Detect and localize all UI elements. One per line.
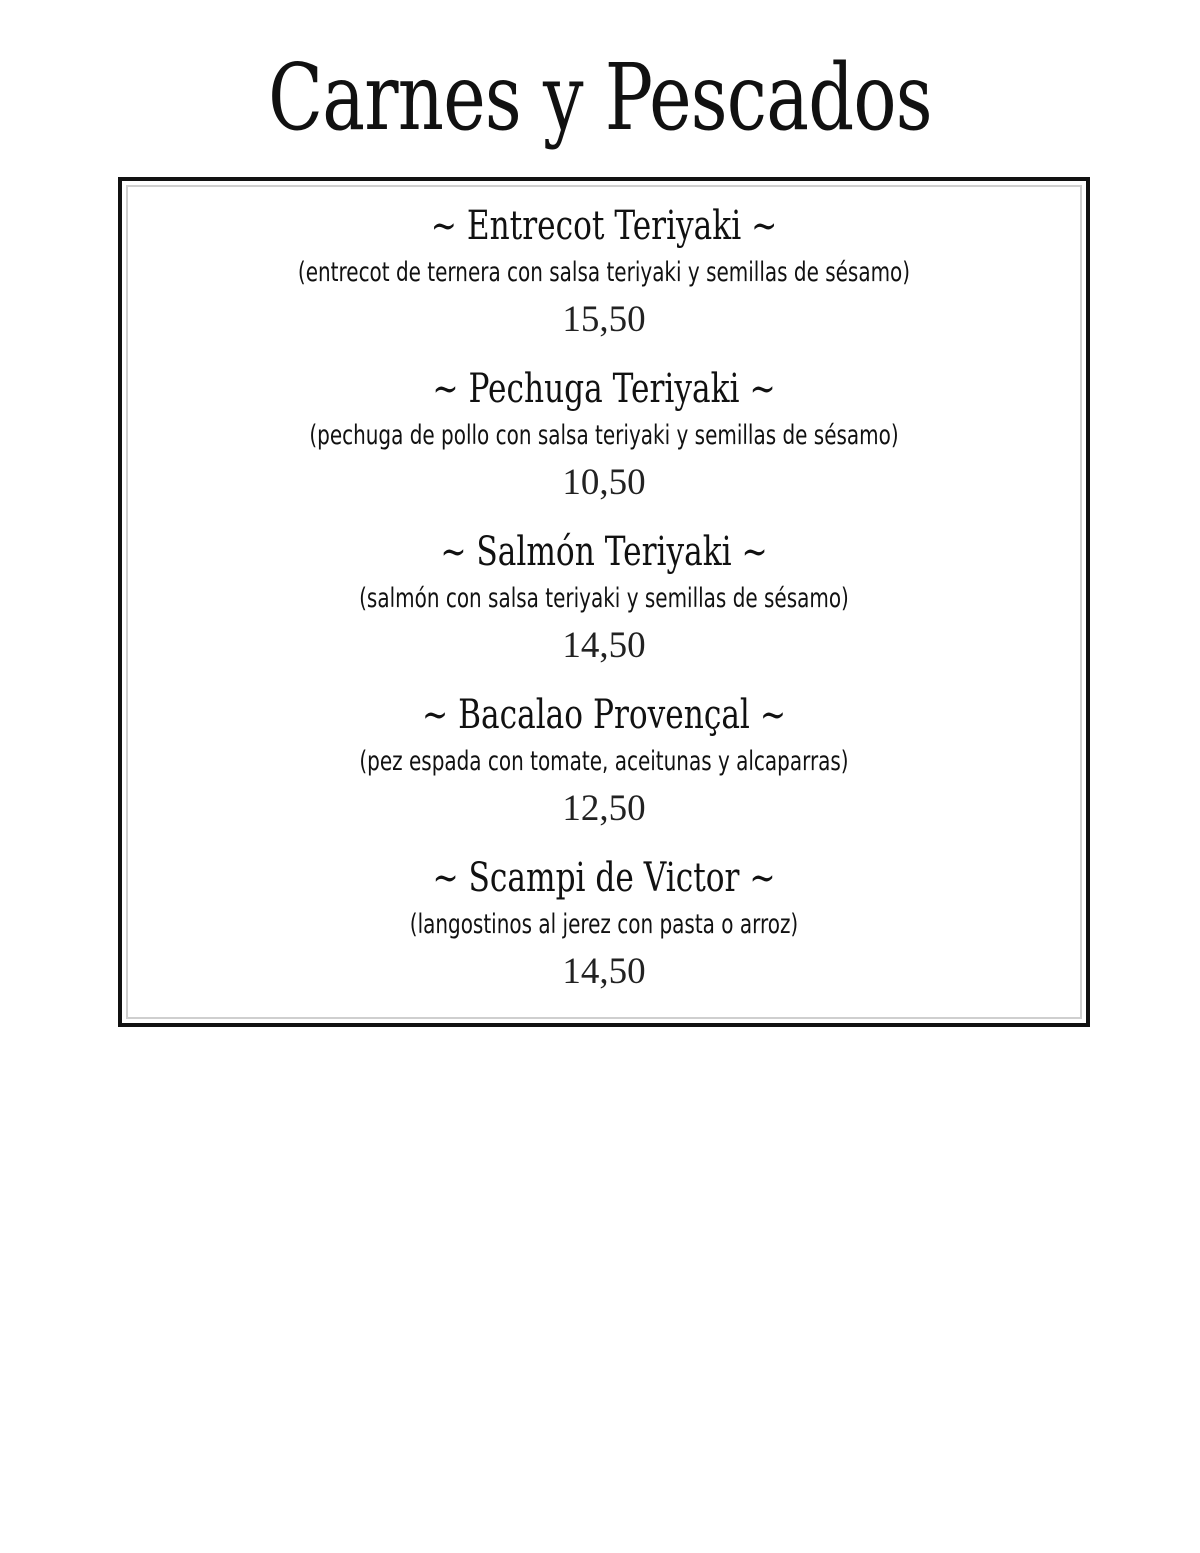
menu-item-price: 14,50: [562, 625, 646, 666]
menu-item-description: (pechuga de pollo con salsa teriyaki y semillas de sésamo): [309, 420, 899, 451]
menu-item: [122, 523, 1086, 686]
menu-item-description: (langostinos al jerez con pasta o arroz): [409, 909, 799, 940]
menu-item-description: (entrecot de ternera con salsa teriyaki y semillas de sésamo): [297, 257, 911, 288]
menu-item-name: ~ Bacalao Provençal ~: [422, 692, 786, 738]
menu-item-price: 14,50: [562, 951, 646, 992]
menu-item-name: ~ Pechuga Teriyaki ~: [432, 366, 776, 412]
menu-item-description: (pez espada con tomate, aceitunas y alcaparras): [359, 746, 849, 777]
menu-item-price: 12,50: [562, 788, 646, 829]
menu-item-description: (salmón con salsa teriyaki y semillas de sésamo): [359, 583, 849, 614]
menu-list: [122, 197, 1086, 1012]
menu-item: [122, 360, 1086, 523]
menu-item-name: ~ Entrecot Teriyaki ~: [430, 203, 778, 249]
menu-item-price: 10,50: [562, 462, 646, 503]
menu-item: [122, 197, 1086, 360]
menu-item-name: ~ Scampi de Victor ~: [432, 855, 776, 901]
menu-item: [122, 686, 1086, 849]
menu-item: [122, 849, 1086, 1012]
menu-item-price: 15,50: [562, 299, 646, 340]
menu-frame: [118, 177, 1090, 1027]
menu-item-name: ~ Salmón Teriyaki ~: [440, 529, 768, 575]
page-title: Carnes y Pescados: [268, 44, 932, 151]
